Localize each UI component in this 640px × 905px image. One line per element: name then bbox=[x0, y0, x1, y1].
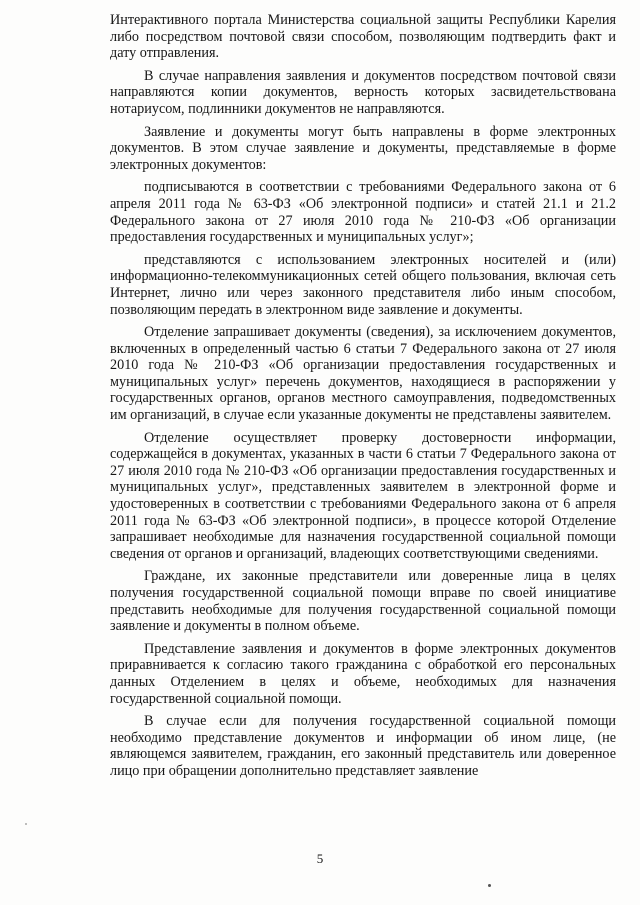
scan-speck bbox=[25, 823, 27, 825]
paragraph: Отделение осуществляет проверку достоверности информации, содержащейся в документах, указанных в части 6 статьи 7 Федерального закона от 27 июля 2010 года № 210-ФЗ «Об организации предоставления государственных и муниципальных услуг», представленных заявителем в электронной форме и удостоверенных в соответствии с требованиями Федерального закона от 6 апреля 2011 года № 63-ФЗ «Об электронной подписи», в процессе которой Отделение запрашивает необходимые для назначения государственной социальной помощи сведения от органов и организаций, владеющих соответствующими сведениями. bbox=[110, 429, 616, 562]
scan-speck bbox=[488, 884, 491, 887]
paragraph: Заявление и документы могут быть направлены в форме электронных документов. В этом случае заявление и документы, представляемые в форме электронных документов: bbox=[110, 123, 616, 173]
paragraph: Интерактивного портала Министерства социальной защиты Республики Карелия либо посредством почтовой связи способом, позволяющим подтвердить факт и дату отправления. bbox=[110, 12, 616, 62]
paragraph: В случае если для получения государственной социальной помощи необходимо представление документов и информации об ином лице, (не являющемся заявителем, гражданин, его законный представитель или доверенное лицо при обращении дополнительно представляет заявление bbox=[110, 713, 616, 779]
page-number: 5 bbox=[316, 851, 324, 866]
paragraph: представляются с использованием электронных носителей и (или) информационно-телекоммуникационных сетей общего пользования, включая сеть Интернет, лично или через законного представителя либо иным способом, позволяющим передать в электронном виде заявление и документы. bbox=[110, 251, 616, 318]
paragraph: Представление заявления и документов в форме электронных документов приравнивается к согласию такого гражданина с обработкой его персональных данных Отделением в целях и объеме, необходимых для назначения государственной социальной помощи. bbox=[110, 640, 616, 707]
paragraph: В случае направления заявления и документов посредством почтовой связи направляются копии документов, верность которых засвидетельствована нотариусом, подлинники документов не направляются. bbox=[110, 67, 616, 117]
document-body bbox=[110, 12, 616, 786]
paragraph: Отделение запрашивает документы (сведения), за исключением документов, включенных в определенный частью 6 статьи 7 Федерального закона от 27 июля 2010 года № 210-ФЗ «Об организации предоставления государственных и муниципальных услуг» перечень документов, находящиеся в распоряжении у государственных органов, органов местного самоуправления, подведомственных им организаций, в случае если указанные документы не представлены заявителем. bbox=[110, 324, 616, 424]
paragraph: подписываются в соответствии с требованиями Федерального закона от 6 апреля 2011 года № 63-ФЗ «Об электронной подписи» и статей 21.1 и 21.2 Федерального закона от 27 июля 2010 года № 210-ФЗ «Об организации предоставления государственных и муниципальных услуг»; bbox=[110, 179, 616, 246]
paragraph: Граждане, их законные представители или доверенные лица в целях получения государственной социальной помощи вправе по своей инициативе представить необходимые для получения государственной социальной помощи заявление и документы в полном объеме. bbox=[110, 568, 616, 635]
